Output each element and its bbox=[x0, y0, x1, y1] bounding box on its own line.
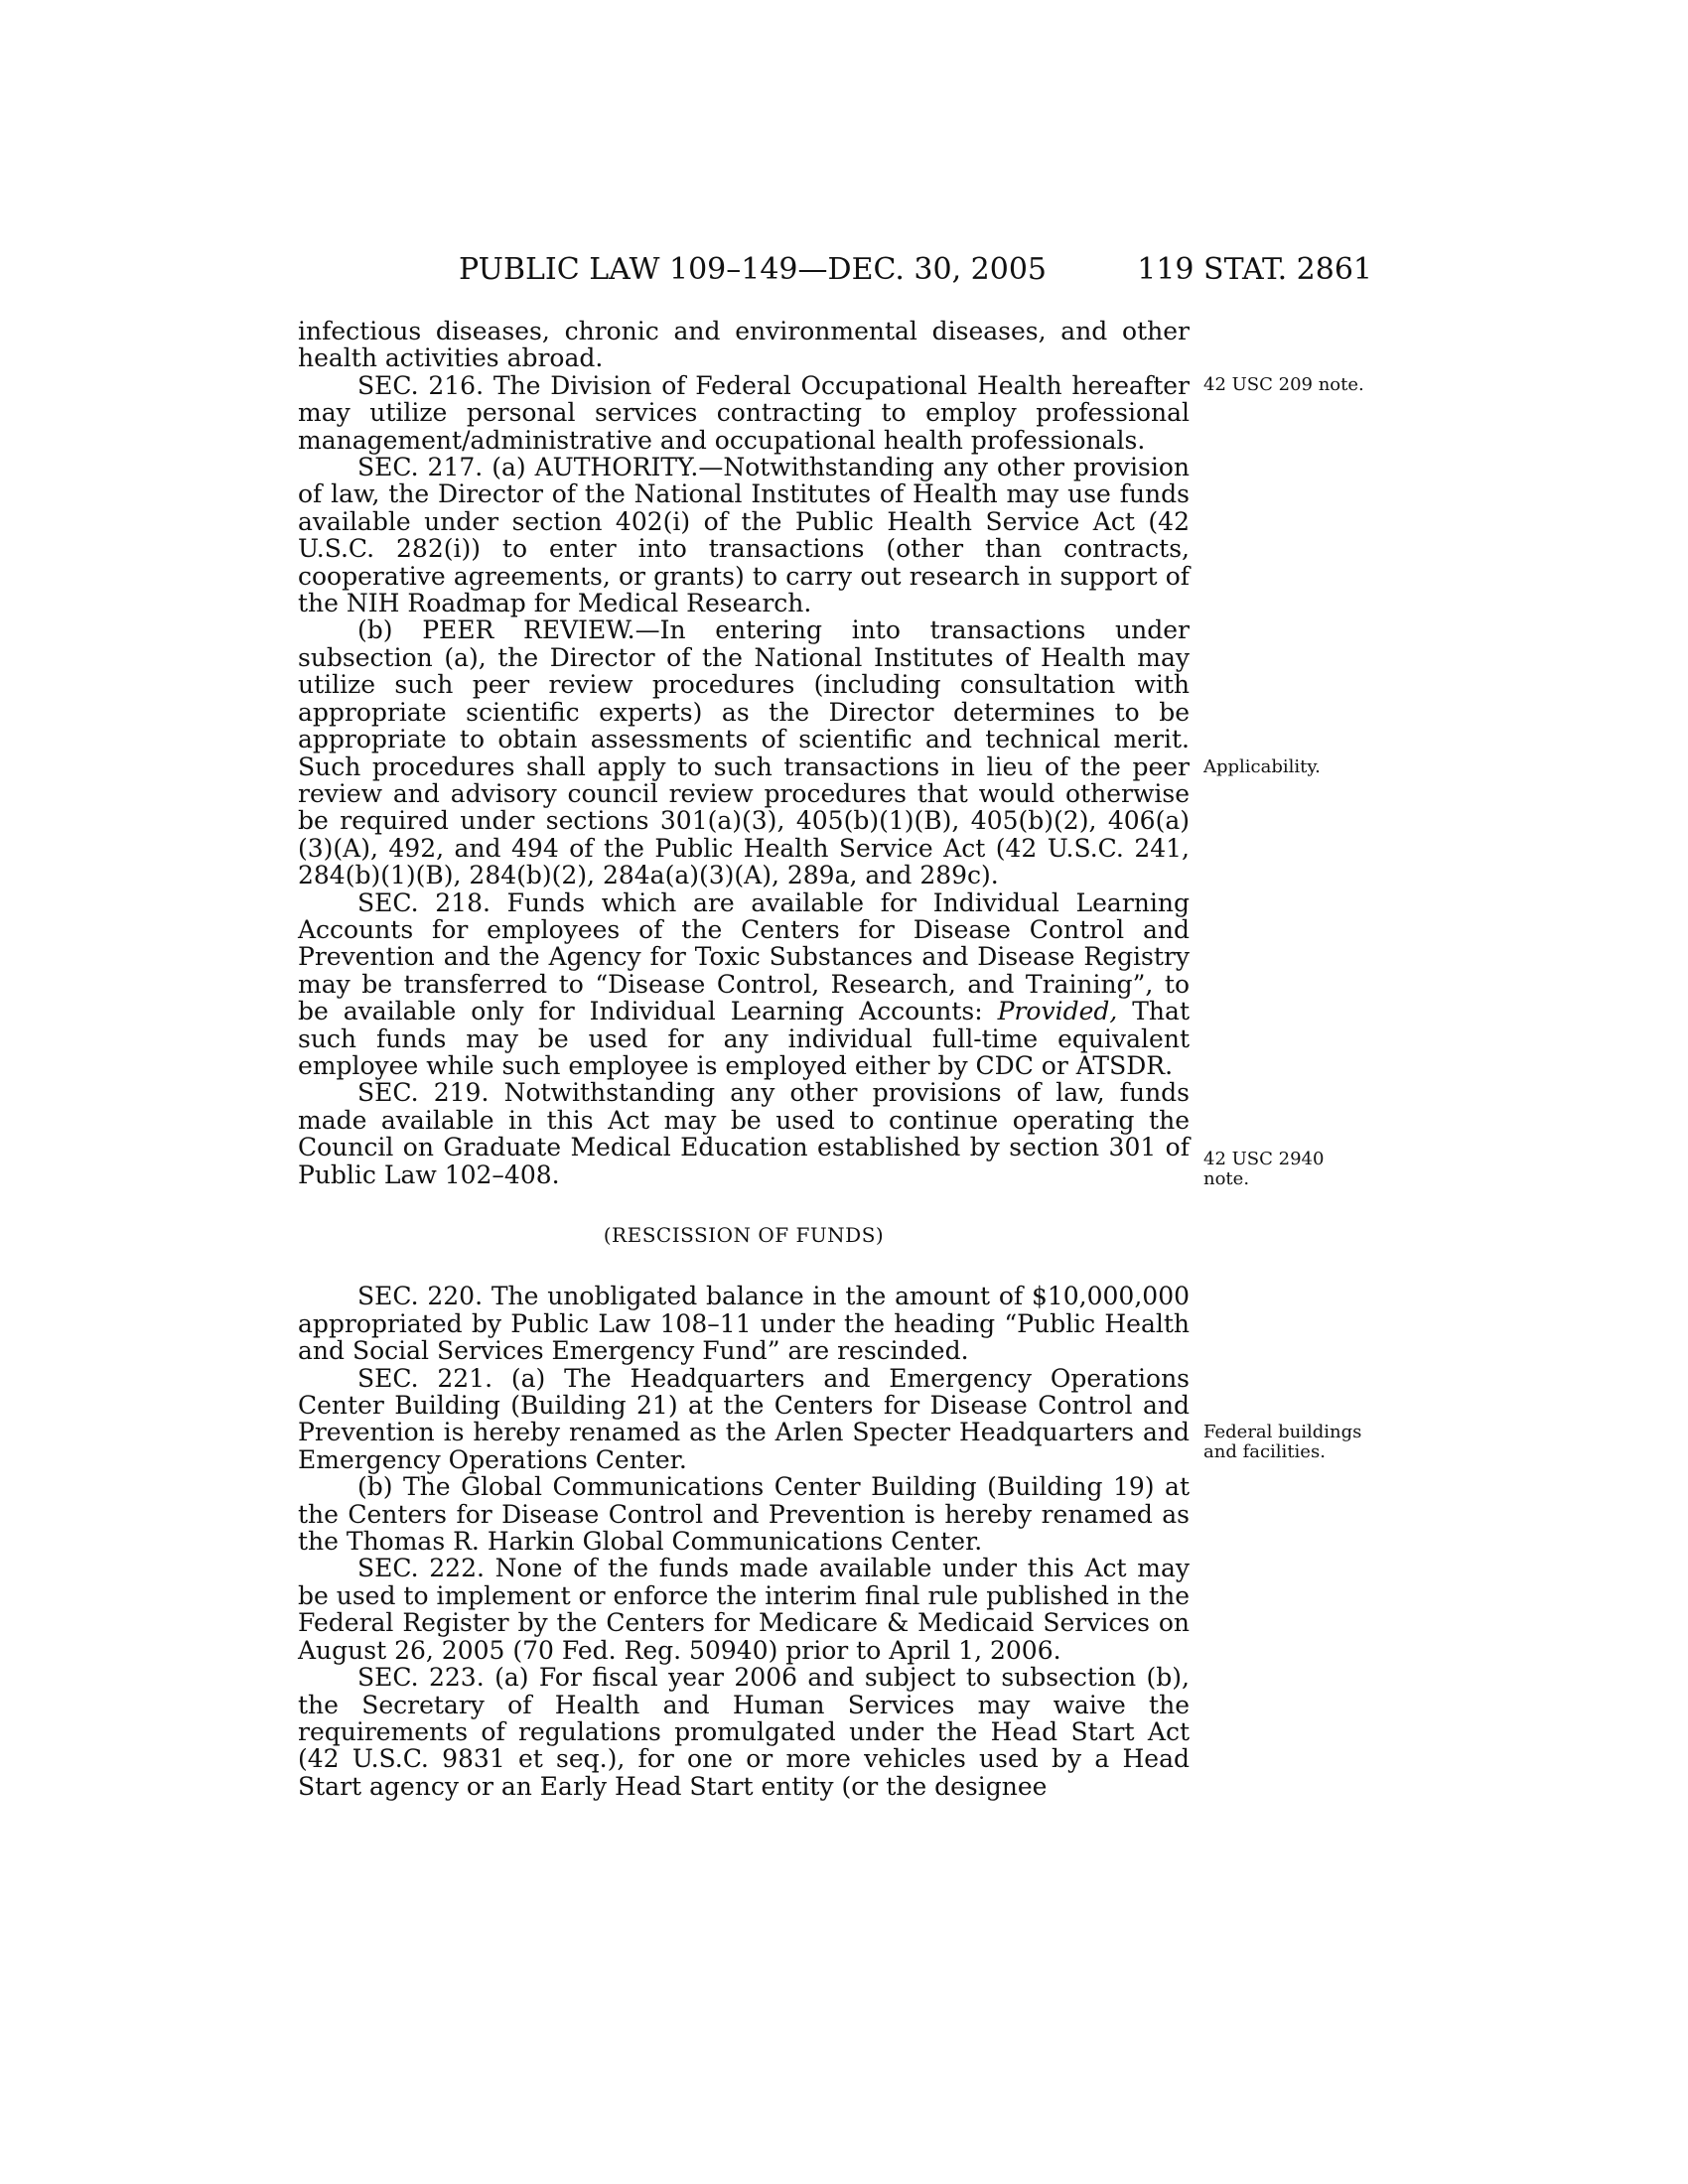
margin-note-42-usc-209: 42 USC 209 note. bbox=[1203, 374, 1364, 395]
subsection-caption: AUTHORITY. bbox=[534, 453, 699, 482]
section-217a: SEC. 217. (a) AUTHORITY.—Notwithstanding any other provision of law, the Director of the National Institutes of Health may use funds available under section 402(i) of the Public Health Service Act (42 U.S.C. 282(i)) to enter into transactions (other than contracts, cooperative agreements, or grants) to carry out research in support of the NIH Roadmap for Medical Research. bbox=[298, 453, 1190, 618]
page-header bbox=[459, 250, 1372, 290]
document-body bbox=[298, 318, 1190, 1800]
header-title: PUBLIC LAW 109–149—DEC. 30, 2005 bbox=[459, 252, 1048, 287]
section-219: SEC. 219. Notwithstanding any other provisions of law, funds made available in this Act may be used to continue operating the Council on Graduate Medical Education established by section 301 of Public Law 102–408. bbox=[298, 1078, 1190, 1189]
section-label: SEC. 217. bbox=[357, 453, 484, 482]
margin-note-42-usc-2940: 42 USC 2940 note. bbox=[1203, 1149, 1325, 1189]
section-221b: (b) The Global Communications Center Building (Building 19) at the Centers for Disease Control and Prevention is hereby renamed as the Thomas R. Harkin Global Communications Center. bbox=[298, 1472, 1190, 1557]
subsection-caption: PEER REVIEW. bbox=[422, 615, 635, 645]
section-220: SEC. 220. The unobligated balance in the amount of $10,000,000 appropriated by Public Law 108–11 under the heading “Public Health and Social Services Emergency Fund” are rescinded. bbox=[298, 1282, 1191, 1366]
statute-page-number: 119 STAT. 2861 bbox=[1137, 252, 1372, 287]
section-221a: SEC. 221. (a) The Headquarters and Emergency Operations Center Building (Building 21) at the Centers for Disease Control and Prevention is hereby renamed as the Arlen Specter Headquarters and Emergency Operations Center. bbox=[298, 1363, 1190, 1474]
section-218: SEC. 218. Funds which are available for Individual Learning Accounts for employees of the Centers for Disease Control and Prevention and the Agency for Toxic Substances and Disease Registry may be transferred to “Disease Control, Research, and Training”, to be available only for Individual Learning Accounts: Provided, That such funds may be used for any individual full-time equivalent employee while such employee is employed either by CDC or ATSDR. bbox=[298, 887, 1190, 1080]
section-label: SEC. 223. bbox=[357, 1663, 485, 1693]
section-217b: (b) PEER REVIEW.—In entering into transactions under subsection (a), the Director of the National Institutes of Health may utilize such peer review procedures (including consultation with appropriate scientific experts) as the Director determines to be appropriate to obtain assessments of scientific and technical merit. Such procedures shall apply to such transactions in lieu of the peer review and advisory council review procedures that would otherwise be required under sections 301(a)(3), 405(b)(1)(B), 405(b)(2), 406(a)(3)(A), 492, and 494 of the Public Health Service Act (42 U.S.C. 241, 284(b)(1)(B), 284(b)(2), 284a(a)(3)(A), 289a, and 289c). bbox=[298, 615, 1190, 890]
proviso-italic: Provided, bbox=[997, 997, 1118, 1026]
section-label: SEC. 219. bbox=[357, 1078, 490, 1108]
paragraph-intro: infectious diseases, chronic and environmental diseases, and other health activities abroad. bbox=[298, 317, 1190, 373]
section-label: SEC. 220. bbox=[357, 1282, 484, 1311]
rescission-heading: (RESCISSION OF FUNDS) bbox=[603, 1223, 885, 1247]
section-222: SEC. 222. None of the funds made available under this Act may be used to implement or enforce the interim final rule published in the Federal Register by the Centers for Medicare & Medicaid Services on August 26, 2005 (70 Fed. Reg. 50940) prior to April 1, 2006. bbox=[298, 1554, 1190, 1665]
margin-note-federal-buildings: Federal buildings and facilities. bbox=[1203, 1422, 1362, 1462]
section-label: SEC. 222. bbox=[357, 1554, 485, 1583]
section-223: SEC. 223. (a) For fiscal year 2006 and subject to subsection (b), the Secretary of Health and Human Services may waive the requirements of regulations promulgated under the Head Start Act (42 U.S.C. 9831 et seq.), for one or more vehicles used by a Head Start agency or an Early Head Start entity (or the designee bbox=[298, 1663, 1190, 1801]
section-label: SEC. 218. bbox=[357, 887, 491, 917]
section-label: SEC. 216. bbox=[357, 370, 485, 400]
section-label: SEC. 221. bbox=[357, 1363, 493, 1393]
margin-note-applicability: Applicability. bbox=[1203, 756, 1321, 777]
section-216: SEC. 216. The Division of Federal Occupational Health hereafter may utilize personal services contracting to employ professional management/administrative and occupational health professionals. bbox=[298, 370, 1191, 455]
